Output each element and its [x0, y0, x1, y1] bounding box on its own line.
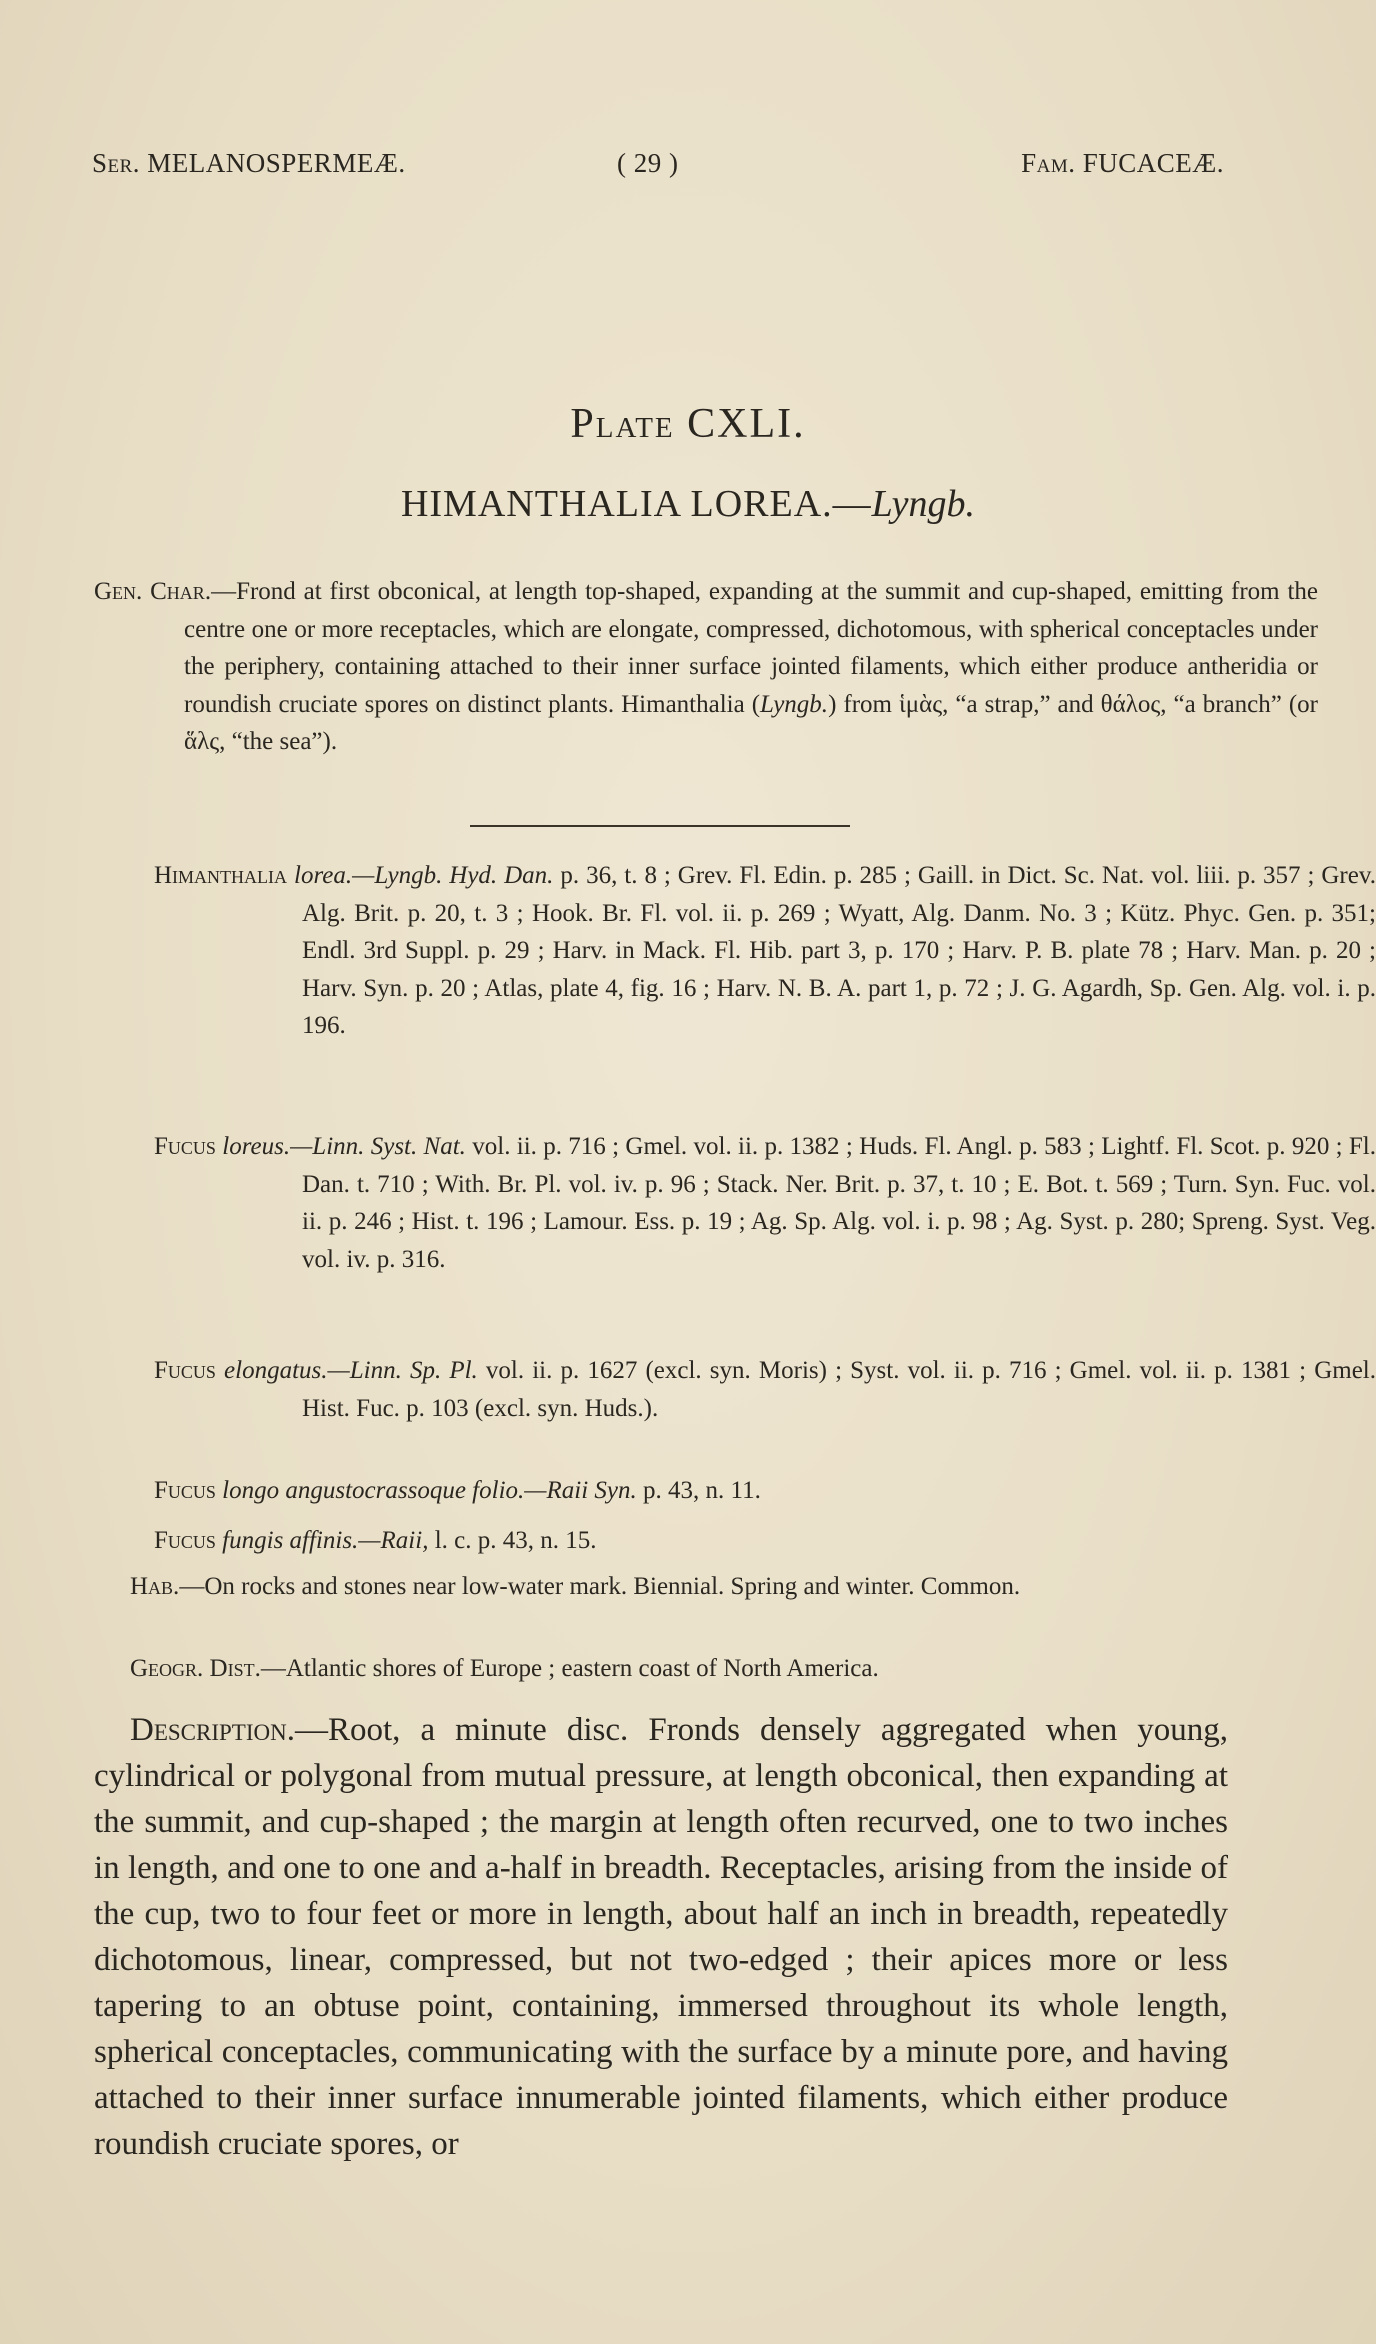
gen-char-text: —Frond at first obconical, at length top-shaped, expanding at the summit and cup-shaped, emitting from the centre one or more receptacles, which are elongate, compressed, dichotomous, with spherical conceptacles under the periphery, containing attached to their inner surface jointed filaments, which either produce antheridia or roundish cruciate spores on distinct plants. Himanthalia (	[184, 578, 1318, 718]
synonym-entry	[154, 857, 1376, 1045]
synonym-references: p. 43, n. 11.	[636, 1477, 761, 1504]
synonym-entry	[154, 1522, 1376, 1560]
synonym-entry	[154, 1472, 1376, 1510]
synonym-references: vol. ii. p. 1627 (excl. syn. Moris) ; Syst. vol. ii. p. 716 ; Gmel. vol. ii. p. 1381 ; Gmel. Hist. Fuc. p. 103 (excl. syn. Huds.).	[302, 1357, 1376, 1422]
section-divider	[470, 825, 850, 827]
geography-text: —Atlantic shores of Europe ; eastern coast of North America.	[260, 1655, 879, 1682]
habitat-label: Hab.	[130, 1573, 180, 1600]
gen-char-label: Gen. Char.	[94, 578, 212, 605]
synonym-genus: Fucus	[154, 1357, 216, 1384]
plate-title: Plate CXLI.	[570, 401, 806, 447]
gen-char-author: Lyngb.	[760, 690, 829, 718]
species-title	[0, 482, 1376, 526]
generic-character	[94, 573, 1318, 761]
synonym-genus: Fucus	[154, 1527, 216, 1554]
habitat-text: —On rocks and stones near low-water mark. Biennial. Spring and winter. Common.	[179, 1573, 1021, 1600]
species-name: HIMANTHALIA LOREA.—	[400, 483, 872, 525]
synonym-entry	[154, 1352, 1376, 1427]
description-label: Description.	[130, 1712, 295, 1748]
synonym-entry	[154, 1128, 1376, 1278]
habitat-paragraph	[94, 1568, 1228, 1606]
running-head	[0, 148, 1376, 184]
synonym-epithet: elongatus.—Linn. Sp. Pl.	[224, 1357, 478, 1384]
synonym-epithet: lorea.—Lyngb. Hyd. Dan.	[294, 862, 554, 889]
gen-char-etymology: ) from ἱμὰς, “a strap,” and θάλος, “a branch” (or ἅλς, “the sea”).	[184, 690, 1318, 755]
page-number: ( 29 )	[617, 148, 679, 178]
description-paragraph	[94, 1707, 1228, 2167]
synonym-references: l. c. p. 43, n. 15.	[428, 1527, 597, 1554]
geography-label: Geogr. Dist.	[130, 1655, 261, 1682]
synonym-epithet: loreus.—Linn. Syst. Nat.	[222, 1133, 466, 1160]
synonym-epithet: fungis affinis.—Raii,	[222, 1527, 429, 1554]
species-authority: Lyngb.	[871, 483, 976, 525]
description-text: —Root, a minute disc. Fronds densely aggregated when young, cylindrical or polygonal from mutual pressure, at length obconical, then expanding at the summit, and cup-shaped ; the margin at length often recurved, one to two inches in length, and one to one and a-half in breadth. Receptacles, arising from the inside of the cup, two to four feet or more in length, about half an inch in breadth, repeatedly dichotomous, linear, compressed, but not two-edged ; their apices more or less tapering to an obtuse point, containing, immersed throughout its whole length, spherical conceptacles, communicating with the surface by a minute pore, and having attached to their inner surface innumerable jointed filaments, which either produce roundish cruciate spores, or	[94, 1712, 1228, 2162]
synonym-genus: Fucus	[154, 1477, 216, 1504]
synonym-references: vol. ii. p. 716 ; Gmel. vol. ii. p. 1382 ; Huds. Fl. Angl. p. 583 ; Lightf. Fl. Scot. p. 920 ; Fl. Dan. t. 710 ; With. Br. Pl. vol. iv. p. 96 ; Stack. Ner. Brit. p. 37, t. 10 ; E. Bot. t. 569 ; Turn. Syn. Fuc. vol. ii. p. 246 ; Hist. t. 196 ; Lamour. Ess. p. 19 ; Ag. Sp. Alg. vol. i. p. 98 ; Ag. Syst. p. 280; Spreng. Syst. Veg. vol. iv. p. 316.	[302, 1133, 1376, 1273]
geographic-distribution	[130, 1650, 1230, 1688]
family-heading: Fam. FUCACEÆ.	[1021, 148, 1224, 178]
series-heading: Ser. MELANOSPERMEÆ.	[92, 148, 406, 178]
synonym-epithet: longo angustocrassoque folio.—Raii Syn.	[222, 1477, 637, 1504]
synonym-genus: Himanthalia	[154, 862, 288, 889]
synonym-references: p. 36, t. 8 ; Grev. Fl. Edin. p. 285 ; Gaill. in Dict. Sc. Nat. vol. liii. p. 357 ; Grev. Alg. Brit. p. 20, t. 3 ; Hook. Br. Fl. vol. ii. p. 269 ; Wyatt, Alg. Danm. No. 3 ; Kütz. Phyc. Gen. p. 351; Endl. 3rd Suppl. p. 29 ; Harv. in Mack. Fl. Hib. part 3, p. 170 ; Harv. P. B. plate 78 ; Harv. Man. p. 20 ; Harv. Syn. p. 20 ; Atlas, plate 4, fig. 16 ; Harv. N. B. A. part 1, p. 72 ; J. G. Agardh, Sp. Gen. Alg. vol. i. p. 196.	[302, 862, 1376, 1039]
synonym-genus: Fucus	[154, 1133, 216, 1160]
